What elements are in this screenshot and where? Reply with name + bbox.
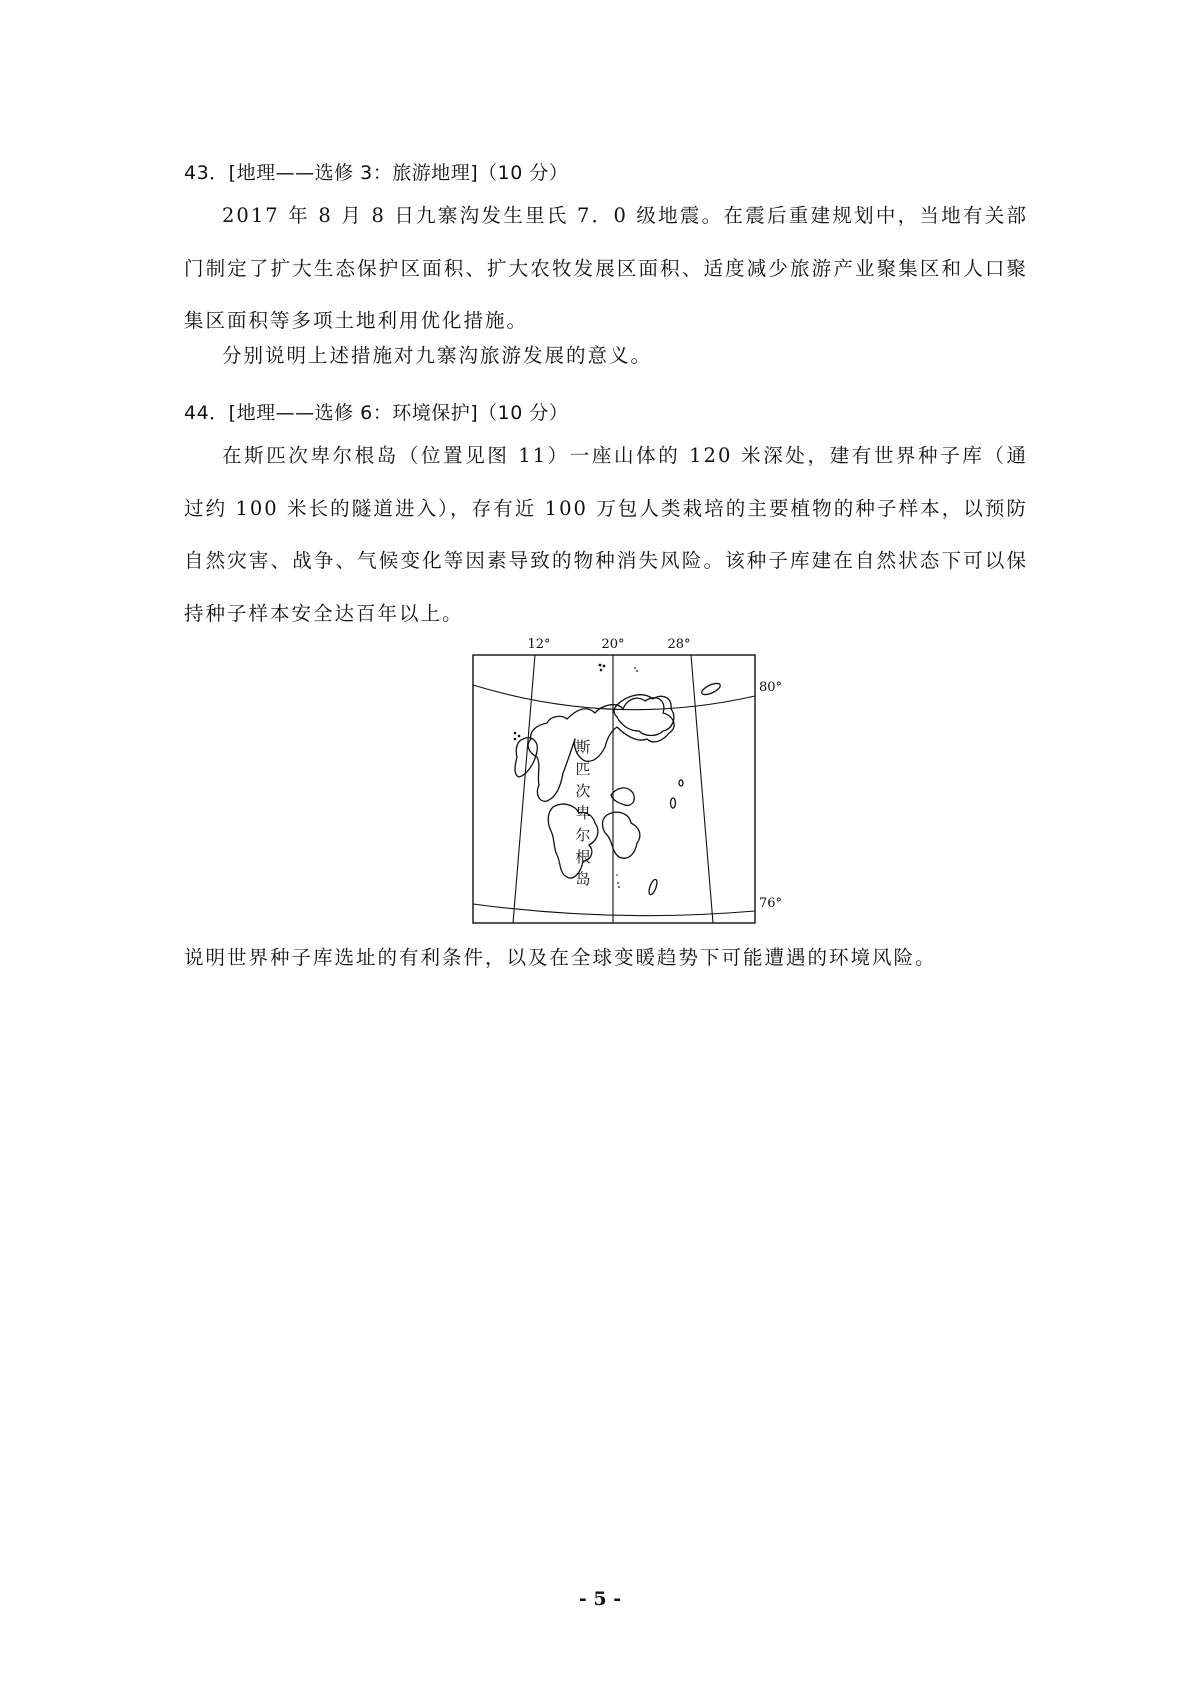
question-43-prompt: 分别说明上述措施对九寨沟旅游发展的意义。 [222,344,653,367]
svg-text:斯: 斯 [575,738,591,756]
hopen [647,878,658,895]
question-44-prompt: 说明世界种子库选址的有利条件，以及在全球变暖趋势下可能遭遇的环境风险。 [184,946,937,969]
longitude-label-20: 20° [601,637,625,652]
kvitoya [700,681,722,697]
svg-text:匹: 匹 [575,760,591,778]
question-44-passage: 在斯匹次卑尔根岛（位置见图 11）一座山体的 120 米深处，建有世界种子库（通过约 100 米长的隧道进入），存有近 100 万包人类栽培的主要植物的种子样本，以预防自然灾害、战争、气候变化等因素导致的物种消失风险。该种子库建在自然状态下可以保持种子样本安全达百年以上。 [184,444,1028,625]
svg-text:岛: 岛 [575,870,591,888]
question-43-passage: 2017 年 8 月 8 日九寨沟发生里氏 7．0 级地震。在震后重建规划中，当地有关部门制定了扩大生态保护区面积、扩大农牧发展区面积、适度减少旅游产业聚集区和人口聚集区面积等多项土地利用优化措施。 [184,204,1028,332]
meridian-12 [513,655,535,923]
island-name [575,738,590,888]
graticule [473,655,755,923]
longitude-label-12: 12° [527,637,551,652]
latitude-80-line [473,685,755,710]
svg-text:次: 次 [575,782,591,800]
edgeoya [603,812,640,858]
svg-text:根: 根 [575,848,591,866]
spitsbergen-coast [528,698,674,801]
small-island-east [671,798,676,808]
small-island-ne [679,780,683,786]
svg-text:尔: 尔 [575,826,591,844]
latitude-label-76: 76° [759,896,783,911]
question-43-heading: 43．[地理——选修 3：旅游地理]（10 分） [184,162,569,184]
map-frame [473,655,755,923]
longitude-label-28: 28° [667,637,691,652]
latitude-label-80: 80° [759,680,783,695]
question-44-heading: 44．[地理——选修 6：环境保护]（10 分） [184,402,569,424]
svalbard-map [467,635,787,937]
meridian-28 [691,655,713,923]
page-number: - 5 - [578,1588,622,1610]
coastlines [515,681,722,895]
barentsoya [611,788,634,805]
svg-text:卑: 卑 [575,804,591,822]
